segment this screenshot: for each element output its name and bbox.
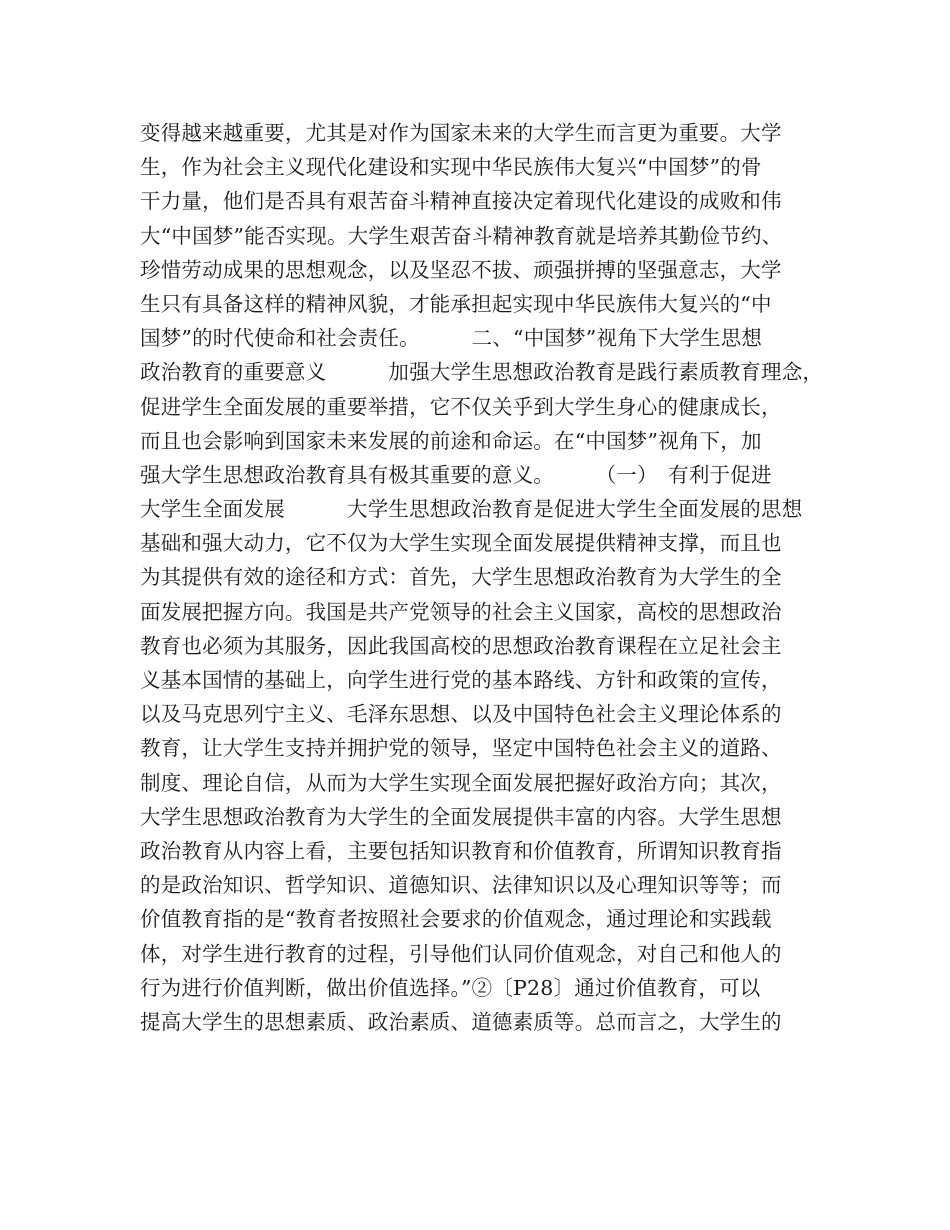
text-line: 大学生思想政治教育为大学生的全面发展提供丰富的内容。大学生思想: [140, 804, 782, 829]
text-line: 促进学生全面发展的重要举措，它不仅关乎到大学生身心的健康成长，: [140, 394, 782, 419]
text-line: 价值教育指的是“教育者按照社会要求的价值观念，通过理论和实践载: [140, 907, 772, 932]
text-line: 强大学生思想政治教育具有极其重要的意义。 （一） 有利于促进: [140, 462, 772, 487]
text-line: 的是政治知识、哲学知识、道德知识、法律知识以及心理知识等等；而: [140, 873, 782, 898]
text-line: 政治教育的重要意义 加强大学生思想政治教育是践行素质教育理念，: [140, 360, 824, 385]
text-line: 干力量，他们是否具有艰苦奋斗精神直接决定着现代化建设的成败和伟: [140, 189, 782, 214]
text-line: 以及马克思列宁主义、毛泽东思想、以及中国特色社会主义理论体系的: [140, 702, 782, 727]
text-line: 变得越来越重要，尤其是对作为国家未来的大学生而言更为重要。大学: [140, 121, 782, 145]
text-line: 为其提供有效的途径和方式：首先，大学生思想政治教育为大学生的全: [140, 565, 782, 590]
text-line: 政治教育从内容上看，主要包括知识教育和价值教育，所谓知识教育指: [140, 838, 782, 863]
text-line: 大学生全面发展 大学生思想政治教育是促进大学生全面发展的思想: [140, 497, 803, 522]
text-line: 提高大学生的思想素质、政治素质、道德素质等。总而言之，大学生的: [140, 1009, 782, 1034]
text-line: 国梦”的时代使命和社会责任。 二、“中国梦”视角下大学生思想: [140, 326, 763, 351]
text-line: 制度、理论自信，从而为大学生实现全面发展把握好政治方向；其次，: [140, 770, 782, 795]
text-line: 体，对学生进行教育的过程，引导他们认同价值观念，对自己和他人的: [140, 941, 782, 966]
text-line: 生，作为社会主义现代化建设和实现中华民族伟大复兴“中国梦”的骨: [140, 155, 762, 180]
text-line: 生只有具备这样的精神风貌，才能承担起实现中华民族伟大复兴的“中: [140, 291, 772, 316]
body-text: [140, 116, 824, 1039]
text-line: 珍惜劳动成果的思想观念，以及坚忍不拔、顽强拼搏的坚强意志，大学: [140, 257, 782, 282]
text-line: 教育也必须为其服务，因此我国高校的思想政治教育课程在立足社会主: [140, 633, 782, 658]
text-line: 基础和强大动力，它不仅为大学生实现全面发展提供精神支撑，而且也: [140, 531, 782, 556]
text-line: 大“中国梦”能否实现。大学生艰苦奋斗精神教育就是培养其勤俭节约、: [140, 223, 783, 248]
text-line: 行为进行价值判断，做出价值选择。”②〔P28〕通过价值教育，可以: [140, 975, 761, 1000]
text-line: 义基本国情的基础上，向学生进行党的基本路线、方针和政策的宣传，: [140, 668, 782, 692]
text-line: 而且也会影响到国家未来发展的前途和命运。在“中国梦”视角下，加: [140, 428, 762, 453]
text-line: 教育，让大学生支持并拥护党的领导，坚定中国特色社会主义的道路、: [140, 736, 782, 761]
text-line: 面发展把握方向。我国是共产党领导的社会主义国家，高校的思想政治: [140, 599, 782, 624]
